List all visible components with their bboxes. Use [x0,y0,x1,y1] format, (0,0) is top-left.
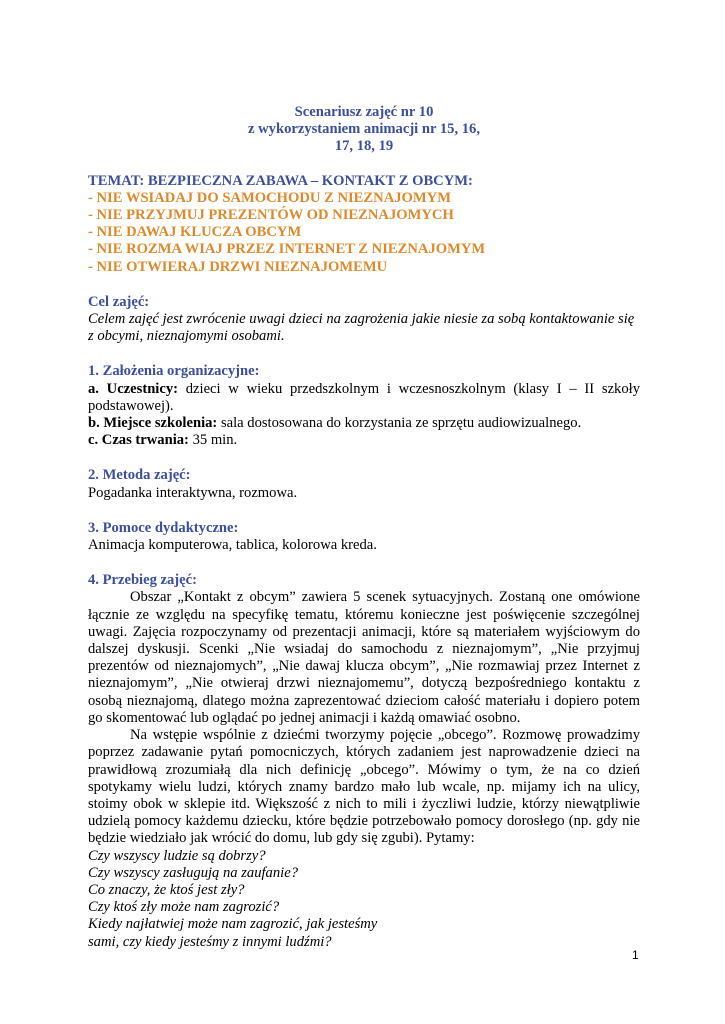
document-title [88,104,640,156]
course-paragraph-2: Na wstępie wspólnie z dziećmi tworzymy pojęcie „obcego”. Rozmowę prowadzimy poprzez zadawanie pytań pomocniczych, których zadaniem jest naprowadzenie dzieci na prawidłową zrozumiałą dla nich definicję „obcego”. Mówimy o tym, że na co dzień spotykamy wielu ludzi, których znamy bardzo mało lub wcale, np. mijamy ich na ulicy, stoimy obok w sklepie itd. Większość z nich to mili i życzliwi ludzie, którzy niewątpliwie udzielą pomocy każdemu dziecku, które będzie potrzebowało pomocy dorosłego (np. gdy nie będzie wiedziało jak wrócić do domu, lub gdy się zgubi). Pytamy: [88,727,640,847]
topic-rule: - NIE OTWIERAJ DRZWI NIEZNAJOMEMU [88,258,388,275]
place-label: b. Miejsce szkolenia: [88,415,218,432]
topic-block [88,173,640,276]
topic-rule: - NIE DAWAJ KLUCZA OBCYM [88,224,302,241]
org-time [88,432,640,449]
time-label: c. Czas trwania: [88,432,189,449]
goal-heading: Cel zajęć: [88,293,150,310]
document-body [88,104,640,951]
question-item: Czy wszyscy ludzie są dobrzy? [88,847,266,864]
topic-heading: TEMAT: BEZPIECZNA ZABAWA – KONTAKT Z OBCYM: [88,172,473,189]
topic-rule: - NIE PRZYJMUJ PREZENTÓW OD NIEZNAJOMYCH [88,207,454,224]
topic-rule: - NIE WSIADAJ DO SAMOCHODU Z NIEZNAJOMYM [88,189,451,206]
participants-text: dzieci w wieku przedszkolnym i wczesnoszkolnym (klasy I – II szkoły podstawowej). [88,380,640,414]
org-place [88,415,640,432]
goal-text: Celem zajęć jest zwrócenie uwagi dzieci na zagrożenia jakie niesie za sobą kontaktowanie się z obcymi, nieznajomymi osobami. [88,311,635,345]
question-item: Kiedy najłatwiej może nam zagrozić, jak jesteśmy [88,916,378,933]
org-participants [88,381,640,415]
course-heading: 4. Przebieg zajęć: [88,572,197,589]
question-item: Czy ktoś zły może nam zagrozić? [88,899,280,916]
title-line-2: z wykorzystaniem animacji nr 15, 16, [248,121,480,138]
question-list [88,848,640,951]
question-item: Czy wszyscy zasługują na zaufanie? [88,864,298,881]
participants-label: a. Uczestnicy: [88,380,178,397]
place-text: sala dostosowana do korzystania ze sprzętu audiowizualnego. [217,415,582,432]
course-paragraph-1: Obszar „Kontakt z obcym” zawiera 5 scenek sytuacyjnych. Zostaną one omówione łącznie ze względu na specyfikę tematu, któremu konieczne jest poświęcenie szczególnej uwagi. Zajęcia rozpoczynamy od prezentacji animacji, które są materiałem wyjściowym do dalszej dyskusji. Scenki „Nie wsiadaj do samochodu z nieznajomym”, „Nie przyjmuj prezentów od nieznajomych”, „Nie dawaj klucza obcym”, „Nie rozmawiaj przez Internet z nieznajomym”, „Nie otwieraj drzwi nieznajomemu”, dotyczą bezpośredniego kontaktu z osobą nieznajomą, dlatego można zaprezentować dzieciom całość materiału i dopiero potem go skomentować lub oglądać po jednej animacji i każdą omawiać osobno. [88,589,640,726]
aids-heading: 3. Pomoce dydaktyczne: [88,519,239,536]
title-line-1: Scenariusz zajęć nr 10 [294,104,434,120]
page-number: 1 [632,948,639,962]
aids-text: Animacja komputerowa, tablica, kolorowa kreda. [88,537,377,554]
org-heading: 1. Założenia organizacyjne: [88,363,260,380]
question-item: sami, czy kiedy jesteśmy z innymi ludźmi? [88,933,332,950]
question-item: Co znaczy, że ktoś jest zły? [88,881,245,898]
title-line-3: 17, 18, 19 [334,138,394,155]
method-text: Pogadanka interaktywna, rozmowa. [88,484,298,501]
time-text: 35 min. [188,432,238,449]
topic-rule: - NIE ROZMA WIAJ PRZEZ INTERNET Z NIEZNAJOMYM [88,241,486,258]
method-heading: 2. Metoda zajęć: [88,467,191,484]
